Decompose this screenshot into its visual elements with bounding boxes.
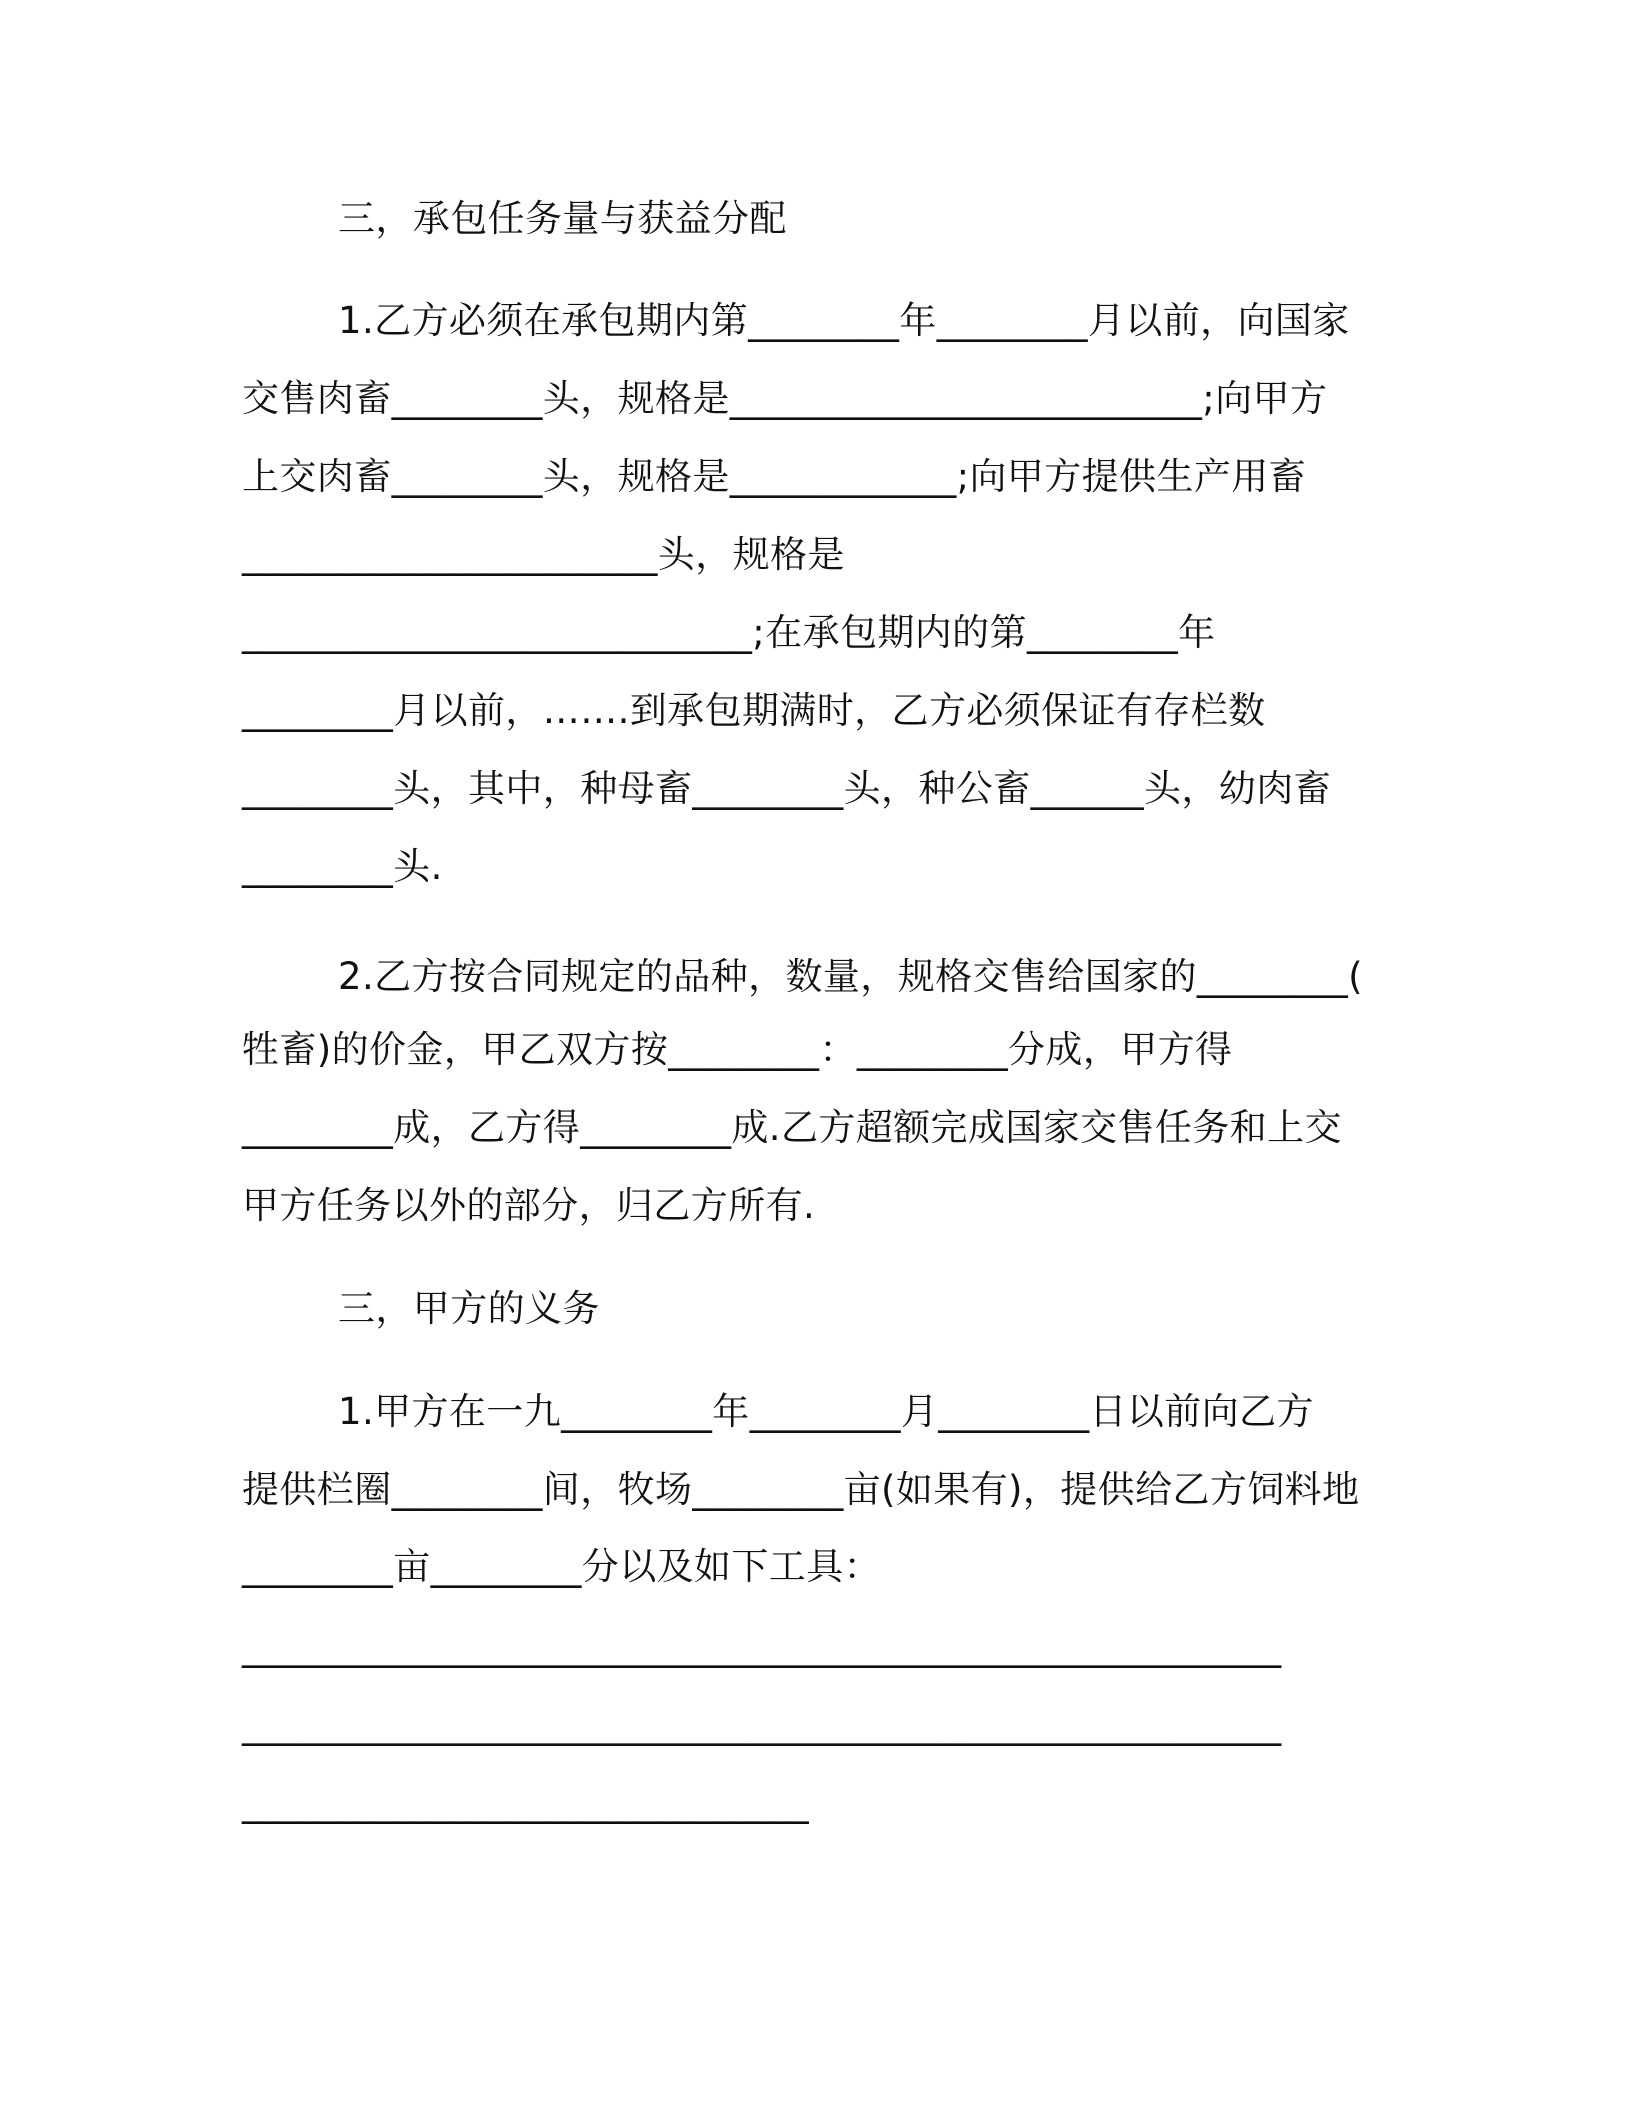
section-heading-contract-tasks: 三，承包任务量与获益分配 [338, 197, 787, 240]
obligation-1-line-3: ________亩________分以及如下工具： [242, 1545, 881, 1588]
clause-1-line-6: ________月以前，…….到承包期满时，乙方必须保证有存栏数 [242, 689, 1266, 732]
clause-2-line-1: 2.乙方按合同规定的品种，数量，规格交售给国家的________( [338, 955, 1363, 998]
clause-1-line-5: ___________________________;在承包期内的第________年 [242, 611, 1216, 654]
obligation-1-line-2: 提供栏圈________间，牧场________亩(如果有)，提供给乙方饲料地 [242, 1468, 1360, 1511]
clause-1-line-7: ________头，其中，种母畜________头，种公畜______头，幼肉畜 [242, 767, 1331, 810]
blank-line-3: ______________________________ [242, 1781, 809, 1824]
clause-1-line-2: 交售肉畜________头，规格是_________________________;向甲方 [242, 377, 1328, 420]
clause-2-line-4: 甲方任务以外的部分，归乙方所有. [242, 1184, 816, 1227]
blank-line-2: _______________________________________________________ [242, 1703, 1282, 1746]
blank-line-1: _______________________________________________________ [242, 1625, 1282, 1668]
clause-1-line-4: ______________________头，规格是 [242, 533, 845, 576]
clause-1-line-1: 1.乙方必须在承包期内第________年________月以前，向国家 [338, 299, 1350, 342]
clause-1-line-3: 上交肉畜________头，规格是____________;向甲方提供生产用畜 [242, 455, 1307, 498]
clause-2-line-2: 牲畜)的价金，甲乙双方按________：________分成，甲方得 [242, 1028, 1233, 1071]
clause-1-line-8: ________头. [242, 845, 443, 888]
clause-2-line-3: ________成，乙方得________成.乙方超额完成国家交售任务和上交 [242, 1106, 1342, 1149]
section-heading-party-a-obligations: 三，甲方的义务 [338, 1287, 600, 1330]
obligation-1-line-1: 1.甲方在一九________年________月________日以前向乙方 [338, 1390, 1314, 1433]
